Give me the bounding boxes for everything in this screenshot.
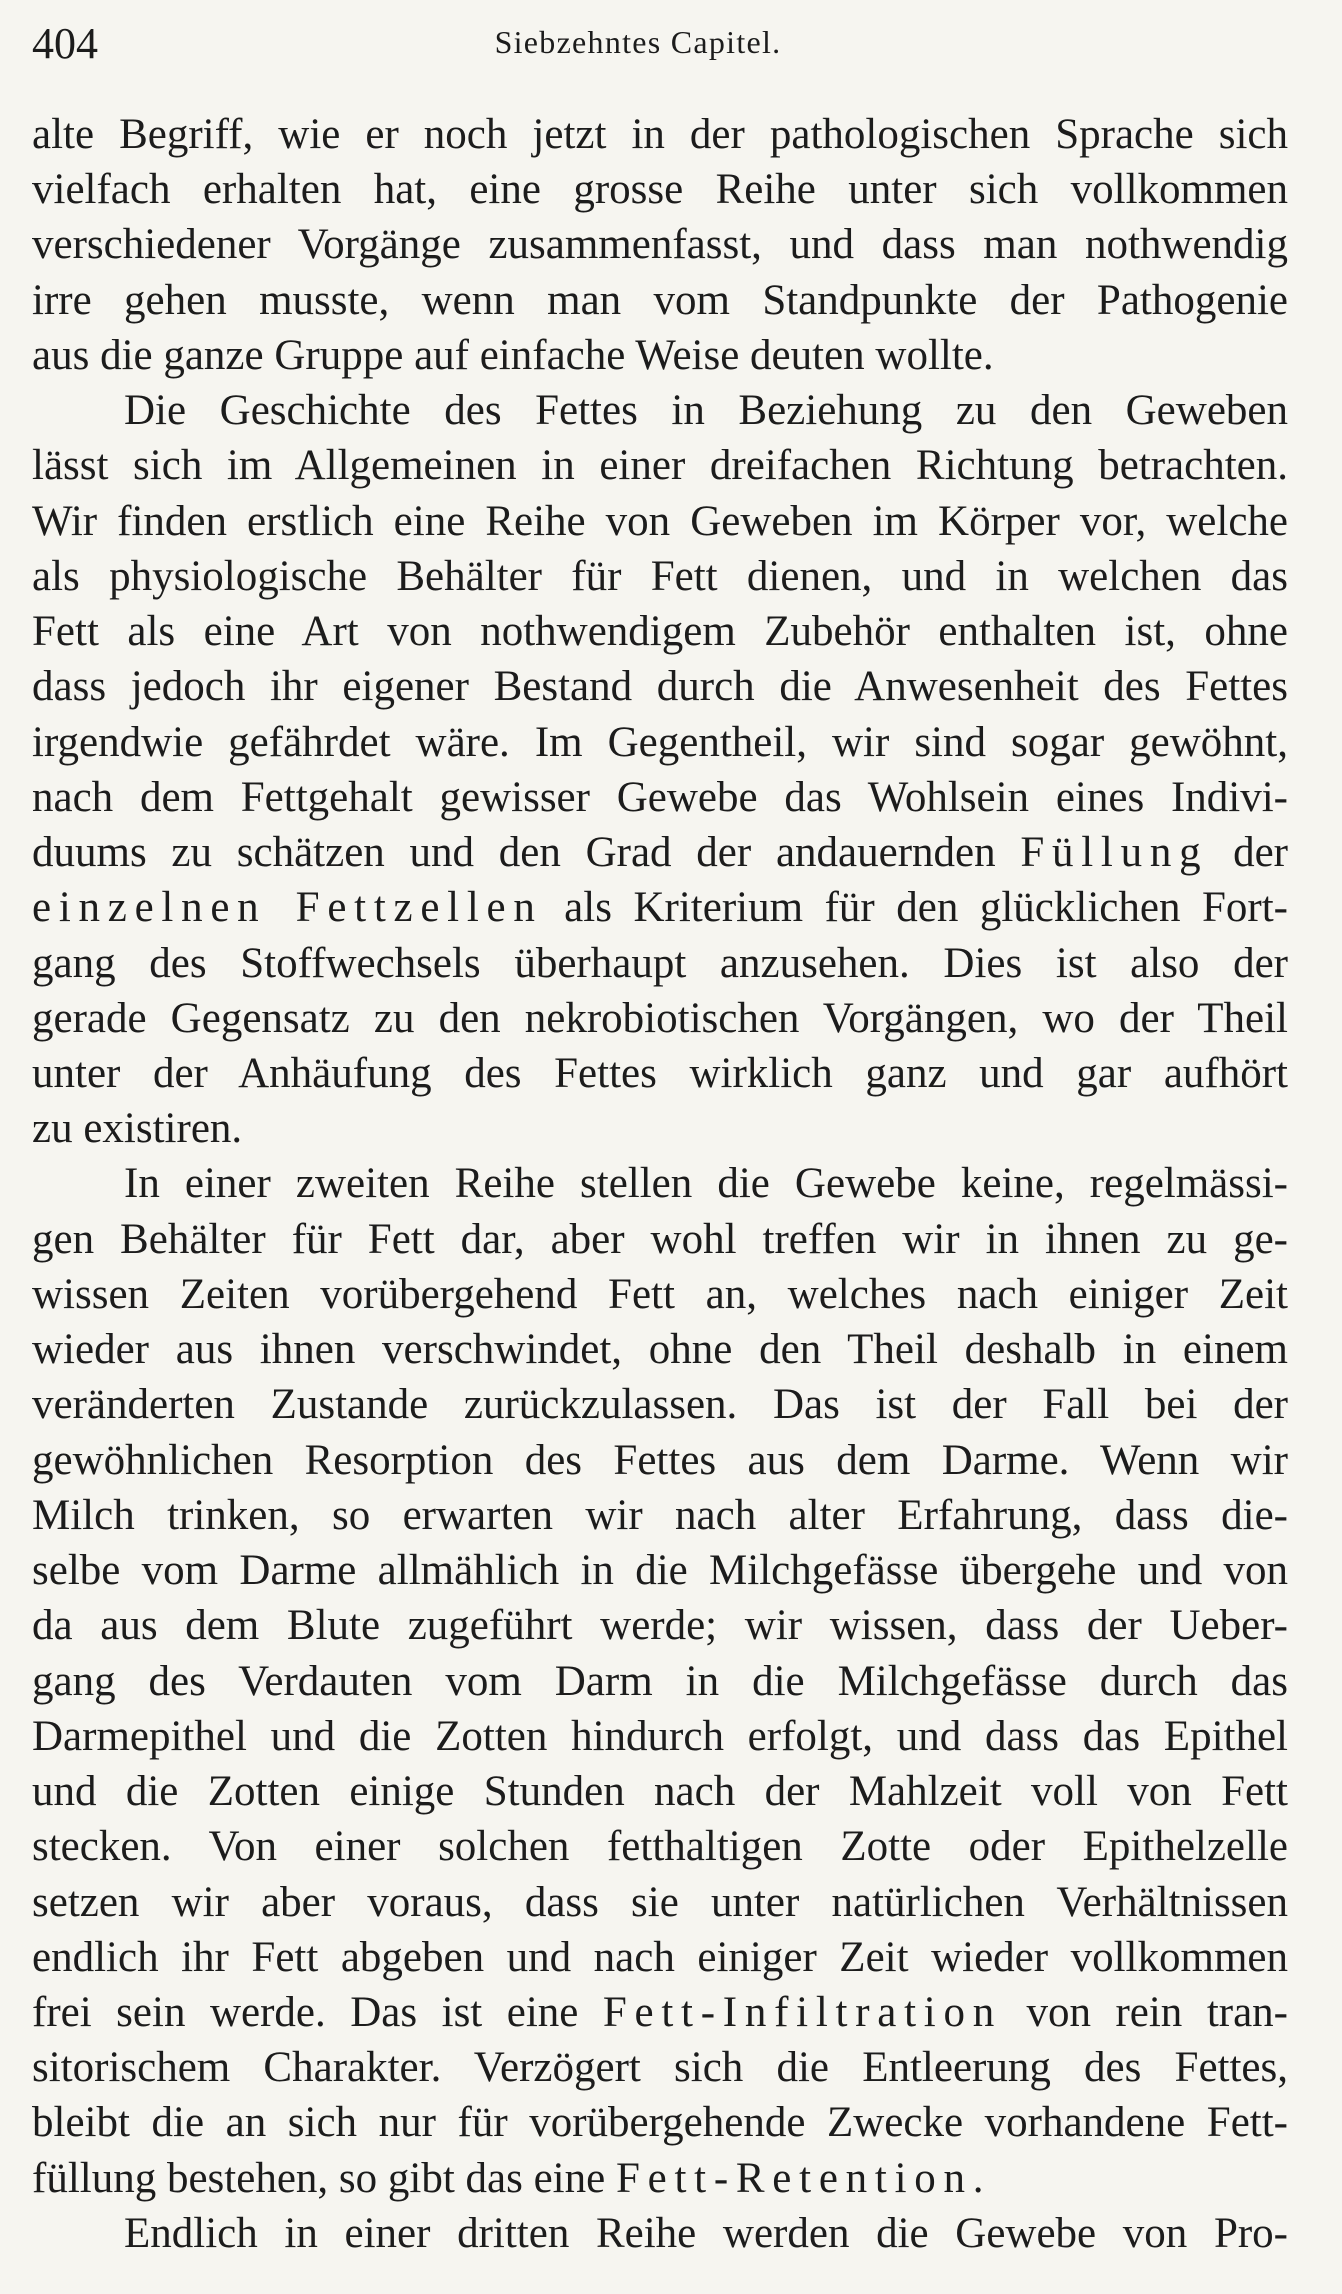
- text-line: [32, 2040, 1288, 2095]
- paragraph: [32, 1156, 1288, 2205]
- line-text: Die Geschichte des Fettes in Beziehung zu den Geweben: [124, 387, 1288, 435]
- text-line: [32, 549, 1288, 604]
- line-text: da aus dem Blute zugeführt werde; wir wissen, dass der Ueber-: [32, 1602, 1288, 1650]
- line-text: setzen wir aber voraus, dass sie unter natürlichen Verhältnissen: [32, 1878, 1288, 1926]
- line-text: gang des Stoffwechsels überhaupt anzusehen. Dies ist also der: [32, 939, 1288, 987]
- text-line: [32, 1709, 1288, 1764]
- text-line: [32, 107, 1288, 162]
- line-text: bleibt die an sich nur für vorübergehende Zwecke vorhandene Fett-: [32, 2099, 1288, 2147]
- line-text: füllung bestehen, so gibt das eine: [32, 2154, 616, 2202]
- line-text: alte Begriff, wie er noch jetzt in der pathologischen Sprache sich: [32, 111, 1288, 158]
- text-line: [32, 273, 1288, 328]
- line-text: als physiologische Behälter für Fett dienen, und in welchen das: [32, 552, 1288, 600]
- line-text: wieder aus ihnen verschwindet, ohne den Theil deshalb in einem: [32, 1326, 1288, 1374]
- paragraph: [32, 2206, 1288, 2261]
- line-text: dass jedoch ihr eigener Bestand durch die Anwesenheit des Fettes: [32, 663, 1288, 711]
- line-text: gen Behälter für Fett dar, aber wohl treffen wir in ihnen zu ge-: [32, 1215, 1288, 1263]
- text-line: [32, 438, 1288, 493]
- text-line: [32, 1377, 1288, 1432]
- text-line: [32, 1267, 1288, 1322]
- page-body: [32, 107, 1288, 2261]
- text-line: [32, 1322, 1288, 1377]
- line-text: vielfach erhalten hat, eine grosse Reihe unter sich vollkommen: [32, 166, 1288, 214]
- line-text: lässt sich im Allgemeinen in einer dreifachen Richtung betrachten.: [32, 442, 1288, 490]
- text-line: [32, 825, 1288, 880]
- spaced-emphasis: Füllung: [1020, 829, 1209, 877]
- text-line: [32, 328, 1288, 383]
- line-text: frei sein werde. Das ist eine: [32, 1988, 603, 2036]
- line-text: sitorischem Charakter. Verzögert sich die Entleerung des Fettes,: [32, 2044, 1288, 2092]
- text-line: [32, 1212, 1288, 1267]
- line-text: Endlich in einer dritten Reihe werden die Gewebe von Pro-: [124, 2209, 1288, 2257]
- text-line: [32, 494, 1288, 549]
- text-line: [32, 1930, 1288, 1985]
- text-line: [32, 991, 1288, 1046]
- page-number: 404: [32, 19, 98, 68]
- line-text: und die Zotten einige Stunden nach der Mahlzeit voll von Fett: [32, 1768, 1288, 1816]
- text-line: [32, 2095, 1288, 2150]
- line-text: von rein tran-: [1001, 1988, 1288, 2036]
- text-line: [32, 2151, 1288, 2206]
- line-text: der: [1208, 829, 1288, 877]
- line-text: endlich ihr Fett abgeben und nach einiger Zeit wieder vollkommen: [32, 1933, 1288, 1981]
- text-line: [32, 770, 1288, 825]
- text-line: [32, 604, 1288, 659]
- text-line: [32, 1598, 1288, 1653]
- line-text: irgendwie gefährdet wäre. Im Gegentheil, wir sind sogar gewöhnt,: [32, 718, 1288, 766]
- line-text: Darmepithel und die Zotten hindurch erfolgt, und dass das Epithel: [32, 1712, 1288, 1760]
- line-text: zu existiren.: [32, 1105, 243, 1153]
- spaced-emphasis: Fett-Infiltration: [602, 1988, 1002, 2036]
- text-line: [32, 1101, 1288, 1156]
- text-line: [32, 1985, 1288, 2040]
- text-line: [32, 880, 1288, 935]
- text-line: [32, 1488, 1288, 1543]
- spaced-emphasis: einzelnen Fettzellen: [32, 884, 543, 932]
- line-text: veränderten Zustande zurückzulassen. Das ist der Fall bei der: [32, 1381, 1288, 1429]
- line-text: gang des Verdauten vom Darm in die Milchgefässe durch das: [32, 1657, 1288, 1705]
- text-line: [32, 1543, 1288, 1598]
- line-text: duums zu schätzen und den Grad der andauernden: [32, 829, 1021, 877]
- text-line: [32, 217, 1288, 272]
- paragraph: [32, 383, 1288, 1156]
- line-text: gewöhnlichen Resorption des Fettes aus dem Darme. Wenn wir: [32, 1436, 1288, 1484]
- line-text: als Kriterium für den glücklichen Fort-: [542, 884, 1288, 932]
- text-line: [32, 1764, 1288, 1819]
- text-line: [32, 1433, 1288, 1488]
- line-text: gerade Gegensatz zu den nekrobiotischen Vorgängen, wo der Theil: [32, 994, 1288, 1042]
- spaced-emphasis: Fett-Retention: [615, 2154, 973, 2202]
- line-text: .: [972, 2154, 984, 2202]
- text-line: [32, 1819, 1288, 1874]
- text-line: [32, 1046, 1288, 1101]
- text-line: [32, 162, 1288, 217]
- text-line: [32, 659, 1288, 714]
- line-text: unter der Anhäufung des Fettes wirklich ganz und gar aufhört: [32, 1049, 1288, 1097]
- text-line: [32, 1156, 1288, 1211]
- running-head: Siebzehntes Capitel.: [494, 24, 782, 60]
- text-line: [32, 715, 1288, 770]
- line-text: aus die ganze Gruppe auf einfache Weise deuten wollte.: [32, 331, 994, 379]
- line-text: Wir finden erstlich eine Reihe von Geweben im Körper vor, welche: [32, 497, 1288, 545]
- line-text: stecken. Von einer solchen fetthaltigen Zotte oder Epithelzelle: [32, 1823, 1288, 1871]
- line-text: irre gehen musste, wenn man vom Standpunkte der Pathogenie: [32, 276, 1288, 324]
- line-text: selbe vom Darme allmählich in die Milchgefässe übergehe und von: [32, 1547, 1288, 1595]
- text-line: [32, 1654, 1288, 1709]
- line-text: In einer zweiten Reihe stellen die Gewebe keine, regelmässi-: [124, 1160, 1288, 1208]
- line-text: Milch trinken, so erwarten wir nach alter Erfahrung, dass die-: [32, 1491, 1288, 1539]
- text-line: [32, 1875, 1288, 1930]
- line-text: Fett als eine Art von nothwendigem Zubehör enthalten ist, ohne: [32, 608, 1288, 656]
- text-line: [32, 2206, 1288, 2261]
- line-text: nach dem Fettgehalt gewisser Gewebe das Wohlsein eines Indivi-: [32, 773, 1288, 821]
- text-line: [32, 936, 1288, 991]
- paragraph: [32, 107, 1288, 383]
- text-line: [32, 383, 1288, 438]
- line-text: wissen Zeiten vorübergehend Fett an, welches nach einiger Zeit: [32, 1270, 1288, 1318]
- line-text: verschiedener Vorgänge zusammenfasst, und dass man nothwendig: [32, 221, 1288, 269]
